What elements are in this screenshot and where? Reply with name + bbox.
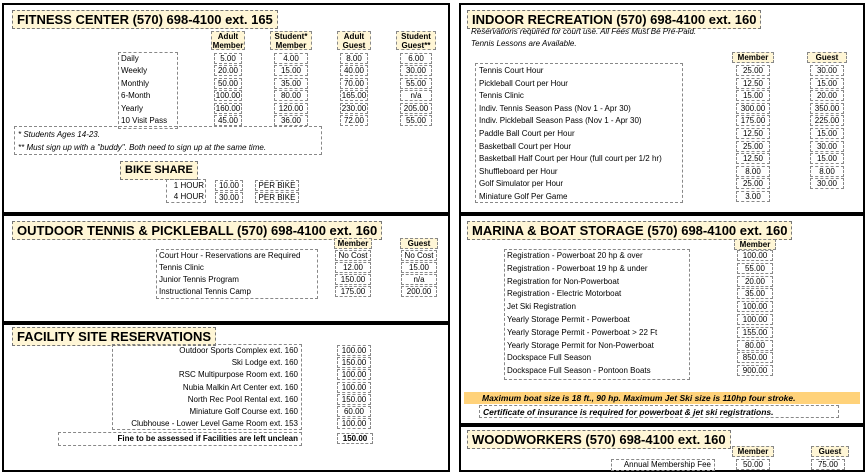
- woodworkers-row-label: Annual Membership Fee: [623, 460, 711, 469]
- indoor-row-member: 12.50: [736, 78, 770, 89]
- facility-reservations-title: FACILITY SITE RESERVATIONS: [12, 327, 216, 346]
- marina-row-label: Dockspace Full Season: [507, 353, 592, 363]
- indoor-row-label: Basketball Half Court per Hour (full court per 1/2 hr): [479, 154, 662, 164]
- facility-row-label: Outdoor Sports Complex ext. 160: [179, 346, 298, 355]
- outdoor-row-label: Court Hour - Reservations are Required: [159, 251, 301, 260]
- fitness-row-value: 20.00: [214, 65, 242, 76]
- facility-row-label: Miniature Golf Course ext. 160: [189, 407, 298, 416]
- fitness-row-label: Yearly: [121, 103, 143, 113]
- marina-row-value: 900.00: [737, 365, 773, 376]
- fitness-center-panel: [2, 3, 450, 214]
- facility-row-label: Ski Lodge ext. 160: [231, 358, 298, 368]
- facility-reservations-panel: [2, 323, 450, 472]
- facility-row-value: 100.00: [337, 418, 371, 429]
- indoor-col-member: Member: [732, 52, 774, 63]
- facility-row-label: RSC Multipurpose Room ext. 160: [178, 370, 298, 380]
- woodworkers-col-member: Member: [732, 446, 774, 457]
- outdoor-row-label: Junior Tennis Program: [159, 275, 239, 284]
- facility-fine-label: Fine to be assessed if Facilities are left unclean: [117, 434, 298, 443]
- fitness-row-value: 80.00: [274, 90, 308, 101]
- col-line2: Guest: [342, 41, 366, 50]
- fitness-row-value: 205.00: [400, 103, 432, 114]
- marina-col-member: Member: [734, 239, 776, 250]
- indoor-row-label: Tennis Clinic: [479, 91, 524, 101]
- fitness-row-value: n/a: [400, 90, 432, 101]
- indoor-row-guest: 15.00: [810, 153, 844, 164]
- bike-row-2-value: 30.00: [215, 192, 243, 203]
- indoor-row-member: 3.00: [736, 191, 770, 202]
- fitness-row-value: 4.00: [274, 53, 308, 64]
- indoor-row-guest: 15.00: [810, 128, 844, 139]
- fitness-row-value: 230.00: [341, 103, 367, 113]
- outdoor-row-member: No Cost: [335, 250, 371, 261]
- indoor-row-member: 12.50: [736, 128, 770, 139]
- woodworkers-title: WOODWORKERS (570) 698-4100 ext. 160: [467, 430, 731, 449]
- fitness-row-label: Weekly: [121, 66, 148, 76]
- indoor-row-member: 25.00: [736, 65, 770, 76]
- fitness-row-value: 100.00: [215, 91, 241, 101]
- marina-row-label: Yearly Storage Permit - Powerboat: [507, 315, 630, 324]
- fitness-row-value: 55.00: [400, 115, 432, 126]
- facility-row-value: 60.00: [337, 406, 371, 417]
- fitness-row-value: 35.00: [274, 78, 308, 89]
- col-line2: Guest**: [401, 41, 431, 50]
- marina-row-label: Yearly Storage Permit for Non-Powerboat: [507, 340, 654, 350]
- indoor-row-label: Shuffleboard per Hour: [479, 166, 558, 176]
- fitness-row-value: 50.00: [214, 78, 242, 89]
- facility-row-value: 150.00: [337, 394, 371, 405]
- fitness-note-buddy: ** Must sign up with a "buddy". Both need to sign up at the same time.: [18, 143, 267, 152]
- col-line1: Student: [401, 32, 431, 41]
- indoor-row-guest: 30.00: [810, 141, 844, 152]
- fitness-row-value: 70.00: [340, 78, 368, 89]
- indoor-row-member: 300.00: [736, 103, 770, 114]
- facility-row-value: 100.00: [337, 382, 371, 393]
- outdoor-tennis-title: OUTDOOR TENNIS & PICKLEBALL (570) 698-4100 ext. 160: [12, 221, 382, 240]
- indoor-row-guest: 15.00: [810, 78, 844, 89]
- indoor-row-member: 175.00: [736, 115, 770, 126]
- indoor-row-guest: 30.00: [810, 65, 844, 76]
- bike-row-2-unit: PER BIKE: [255, 192, 299, 203]
- marina-row-value: 100.00: [737, 314, 773, 325]
- outdoor-row-guest: 15.00: [401, 262, 437, 273]
- fitness-row-value: 55.00: [400, 78, 432, 89]
- fitness-row-value: 6.00: [400, 53, 432, 64]
- marina-row-label: Registration - Powerboat 20 hp & over: [507, 251, 643, 260]
- fitness-row-value: 30.00: [400, 65, 432, 76]
- fitness-row-value: 72.00: [340, 115, 368, 126]
- outdoor-row-guest: No Cost: [401, 250, 437, 261]
- outdoor-tennis-panel: [2, 214, 450, 323]
- marina-row-value: 80.00: [737, 340, 773, 351]
- indoor-row-member: 8.00: [736, 166, 770, 177]
- fitness-row-label: Monthly: [121, 78, 150, 88]
- marina-row-value: 100.00: [737, 301, 773, 312]
- fitness-row-value: 36.00: [274, 115, 308, 126]
- fitness-row-value: 160.00: [215, 103, 241, 113]
- marina-boat-size-note: Maximum boat size is 18 ft., 90 hp. Maximum Jet Ski size is 110hp four stroke.: [464, 392, 860, 404]
- fitness-row-label: Daily: [121, 54, 139, 63]
- fitness-row-value: 120.00: [274, 103, 308, 114]
- outdoor-col-guest: Guest: [400, 238, 438, 249]
- woodworkers-panel: [459, 425, 865, 472]
- fitness-row-value: 45.00: [214, 115, 242, 126]
- woodworkers-guest-value: 75.00: [811, 459, 845, 470]
- indoor-row-label: Basketball Court per Hour: [479, 141, 572, 151]
- indoor-row-label: Indiv. Tennis Season Pass (Nov 1 - Apr 30): [479, 103, 631, 113]
- facility-row-value: 100.00: [337, 345, 371, 356]
- indoor-row-member: 15.00: [736, 90, 770, 101]
- marina-row-label: Jet Ski Registration: [507, 302, 576, 312]
- marina-row-label: Yearly Storage Permit - Powerboat > 22 Ft: [507, 327, 658, 337]
- outdoor-row-member: 12.00: [335, 262, 371, 273]
- indoor-recreation-panel: [459, 3, 865, 214]
- outdoor-row-member: 175.00: [335, 286, 371, 297]
- indoor-row-guest: 350.00: [810, 103, 844, 114]
- woodworkers-member-value: 50.00: [736, 459, 770, 470]
- marina-row-value: 155.00: [737, 327, 773, 338]
- indoor-recreation-title: INDOOR RECREATION (570) 698-4100 ext. 160: [467, 10, 761, 29]
- bike-share-title: BIKE SHARE: [120, 161, 198, 180]
- fitness-col-student-guest: [396, 31, 436, 50]
- marina-row-value: 20.00: [737, 276, 773, 287]
- outdoor-col-member: Member: [334, 238, 372, 249]
- facility-row-value: 100.00: [337, 369, 371, 380]
- marina-panel: [459, 214, 865, 425]
- indoor-row-guest: 225.00: [810, 115, 844, 126]
- fitness-col-adult-guest: [337, 31, 371, 50]
- facility-fine-value: 150.00: [337, 433, 373, 444]
- fitness-row-value: 15.00: [274, 65, 308, 76]
- bike-row-1-value: 10.00: [215, 180, 243, 191]
- outdoor-row-label: Tennis Clinic: [159, 263, 204, 272]
- fitness-row-value: 40.00: [340, 65, 368, 76]
- facility-row-label: Nubia Malkin Art Center ext. 160: [182, 382, 298, 392]
- indoor-row-label: Golf Simulator per Hour: [479, 179, 564, 189]
- indoor-row-label: Paddle Ball Court per Hour: [479, 129, 575, 138]
- facility-row-label: North Rec Pool Rental ext. 160: [187, 394, 298, 404]
- indoor-col-guest: Guest: [807, 52, 847, 63]
- col-line1: Student*: [274, 32, 308, 41]
- indoor-row-member: 12.50: [736, 153, 770, 164]
- col-line2: Member: [212, 41, 244, 50]
- facility-row-label: Clubhouse - Lower Level Game Room ext. 153: [131, 419, 298, 429]
- facility-row-value: 150.00: [337, 357, 371, 368]
- marina-row-label: Dockspace Full Season - Pontoon Boats: [507, 366, 651, 376]
- bike-row-2-label: 4 HOUR: [173, 192, 204, 201]
- marina-insurance-note: Certificate of insurance is required for powerboat & jet ski registrations.: [483, 407, 774, 417]
- indoor-row-guest: 30.00: [810, 178, 844, 189]
- fitness-row-value: 5.00: [214, 53, 242, 64]
- fitness-row-label: 10 Visit Pass: [121, 116, 168, 125]
- marina-row-value: 55.00: [737, 263, 773, 274]
- outdoor-row-member: 150.00: [335, 274, 371, 285]
- outdoor-row-guest: 200.00: [401, 286, 437, 297]
- fitness-col-student-member: [270, 31, 312, 50]
- indoor-row-guest: 8.00: [810, 166, 844, 177]
- fitness-center-title: FITNESS CENTER (570) 698-4100 ext. 165: [12, 10, 278, 29]
- fitness-row-value: 165.00: [341, 91, 367, 101]
- bike-row-1-unit: PER BIKE: [255, 180, 299, 191]
- indoor-note-reservations: Reservations required for court use. All Fees Must Be Pre-Paid.: [471, 27, 697, 36]
- bike-row-1-label: 1 HOUR: [173, 181, 204, 190]
- marina-title: MARINA & BOAT STORAGE (570) 698-4100 ext. 160: [467, 221, 792, 240]
- woodworkers-col-guest: Guest: [811, 446, 849, 457]
- indoor-row-label: Indiv. Pickleball Season Pass (Nov 1 - Apr 30): [479, 116, 642, 126]
- marina-row-label: Registration - Powerboat 19 hp & under: [507, 263, 648, 273]
- indoor-row-member: 25.00: [736, 141, 770, 152]
- indoor-note-lessons: Tennis Lessons are Available.: [471, 39, 577, 48]
- marina-row-value: 850.00: [737, 352, 773, 363]
- marina-row-label: Registration for Non-Powerboat: [507, 276, 620, 286]
- indoor-row-label: Miniature Golf Per Game: [479, 192, 568, 201]
- col-line2: Member: [275, 41, 307, 50]
- indoor-row-guest: 20.00: [810, 90, 844, 101]
- fitness-row-value: 8.00: [340, 53, 368, 64]
- outdoor-row-guest: n/a: [401, 274, 437, 285]
- indoor-row-member: 25.00: [736, 178, 770, 189]
- col-line1: Adult: [217, 32, 239, 41]
- fitness-note-students-age: * Students Ages 14-23.: [18, 130, 100, 139]
- indoor-row-label: Tennis Court Hour: [479, 66, 544, 75]
- outdoor-row-label: Instructional Tennis Camp: [159, 287, 251, 296]
- indoor-row-label: Pickleball Court per Hour: [479, 78, 568, 88]
- fitness-col-adult-member: [211, 31, 245, 50]
- marina-row-value: 100.00: [737, 250, 773, 261]
- col-line1: Adult: [343, 32, 365, 41]
- marina-row-value: 35.00: [737, 288, 773, 299]
- marina-row-label: Registration - Electric Motorboat: [507, 289, 622, 299]
- fitness-row-label: 6-Month: [121, 91, 151, 101]
